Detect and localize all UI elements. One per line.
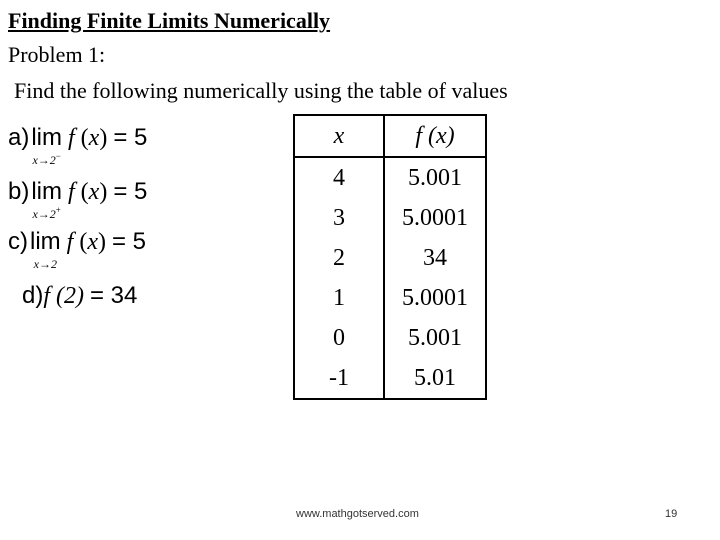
cell-x: 3 <box>294 198 384 238</box>
limit-operator <box>31 180 62 220</box>
lim-word: lim <box>31 178 62 205</box>
cell-x: -1 <box>294 358 384 399</box>
column-header-x: x <box>294 115 384 157</box>
limit-operator <box>30 230 61 270</box>
problem-label: c) <box>8 228 28 255</box>
problem-a <box>8 124 147 166</box>
table-row <box>294 318 486 358</box>
problem-d <box>22 282 137 310</box>
limit-approach: x→2+ <box>32 205 61 221</box>
cell-fx: 5.001 <box>384 157 486 198</box>
cell-fx: 5.0001 <box>384 278 486 318</box>
problem-heading: Problem 1: <box>8 42 106 67</box>
problem-label: a) <box>8 124 30 151</box>
problem-label: b) <box>8 178 30 205</box>
limit-approach: x→2 <box>33 257 57 271</box>
function-expression: f (x) <box>68 125 108 151</box>
page-number: 19 <box>665 508 678 520</box>
limit-approach: x→2− <box>32 151 61 167</box>
function-expression: f (x) <box>66 229 106 255</box>
table-row <box>294 358 486 399</box>
problem-label: d) <box>22 282 44 309</box>
table-header-row <box>294 115 486 157</box>
limit-answer: = 5 <box>111 228 147 255</box>
values-table-container <box>293 114 487 400</box>
problem-list <box>0 0 290 320</box>
function-expression: f (x) <box>68 179 108 205</box>
cell-x: 1 <box>294 278 384 318</box>
column-header-fx: f (x) <box>384 115 486 157</box>
problem-c <box>8 228 146 270</box>
cell-x: 4 <box>294 157 384 198</box>
table-row <box>294 157 486 198</box>
function-value-answer: = 34 <box>90 282 138 309</box>
function-value-expression: f (2) <box>43 283 84 309</box>
footer-website: www.mathgotserved.com <box>296 508 419 520</box>
instruction-text: Find the following numerically using the table of values <box>14 78 508 103</box>
problem-b <box>8 178 147 220</box>
cell-x: 0 <box>294 318 384 358</box>
values-table <box>293 114 487 400</box>
cell-fx: 5.001 <box>384 318 486 358</box>
limit-answer: = 5 <box>113 124 148 151</box>
limit-operator <box>31 126 62 166</box>
lim-word: lim <box>31 124 62 151</box>
slide-title: Finding Finite Limits Numerically <box>8 8 331 33</box>
table-row <box>294 278 486 318</box>
cell-x: 2 <box>294 238 384 278</box>
lim-word: lim <box>30 228 61 255</box>
limit-answer: = 5 <box>113 178 148 205</box>
cell-fx: 34 <box>384 238 486 278</box>
table-row <box>294 238 486 278</box>
table-row <box>294 198 486 238</box>
cell-fx: 5.0001 <box>384 198 486 238</box>
cell-fx: 5.01 <box>384 358 486 399</box>
